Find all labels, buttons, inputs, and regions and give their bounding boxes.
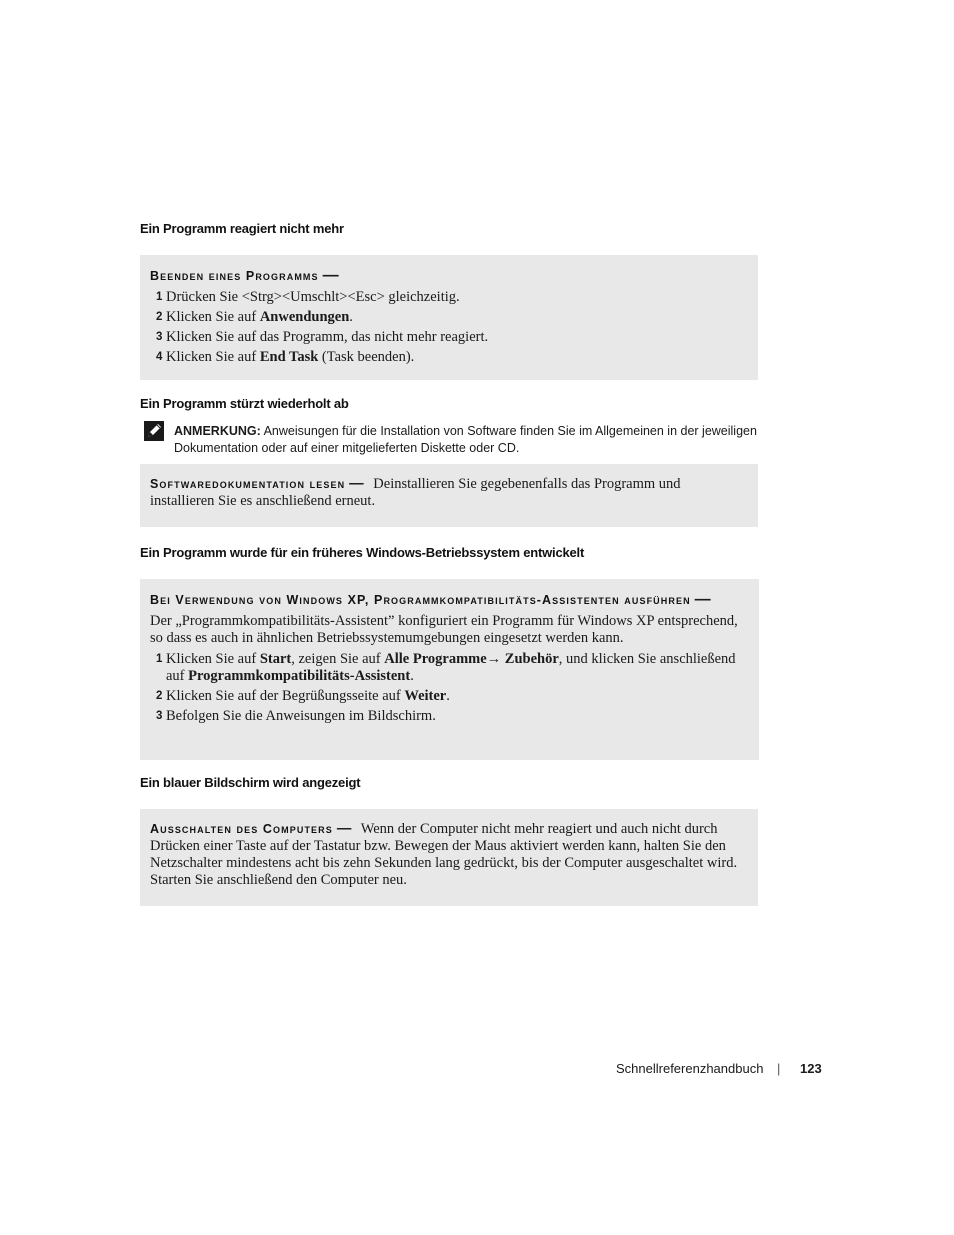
box-shutdown-computer [140,809,758,906]
box-compatibility-wizard [140,579,759,760]
footer-title: Schnellreferenzhandbuch [616,1061,764,1076]
step-2: 2 Klicken Sie auf Anwendungen. [156,309,353,325]
title-dash: — [694,591,711,608]
box-title: Ausschalten des Computers [150,822,333,836]
heading-program-not-responding: Ein Programm reagiert nicht mehr [140,221,344,236]
box-title: Softwaredokumentation lesen [150,477,346,491]
heading-blue-screen: Ein blauer Bildschirm wird angezeigt [140,775,361,790]
box-software-docs [140,464,758,527]
note-text: Anweisungen für die Installation von Software finden Sie im Allgemeinen in der jeweiligen Dokumentation oder auf einer mitgelieferten Diskette oder CD. [174,424,757,455]
box-title-line [150,267,748,285]
box-end-program [140,255,758,380]
box-intro: Der „Programmkompatibilitäts-Assistent” konfiguriert ein Programm für Windows XP entsprechend, so dass es auch in ähnlichen Betriebssystemumgebungen eingesetzt werden kann. [150,613,738,646]
footer-separator: | [777,1061,781,1076]
note-block [174,423,760,457]
step-3: 3 Klicken Sie auf das Programm, das nicht mehr reagiert. [156,329,489,345]
title-dash: — [336,821,352,837]
step-3: 3 Befolgen Sie die Anweisungen im Bildschirm. [156,708,436,724]
box-text: Wenn der Computer nicht mehr reagiert und auch nicht durch Drücken einer Taste auf der Tastatur bzw. Bewegen der Maus aktiviert werden kann, halten Sie den Netzschalter mindestens acht bis zehn Sekunden lang gedrückt, bis der Computer ausgeschaltet wird. Starten Sie anschließend den Computer neu. [150,821,738,888]
box-title-line [150,591,722,609]
title-dash: — [349,476,364,492]
step-2: 2 Klicken Sie auf der Begrüßungsseite auf Weiter. [156,688,450,704]
step-4: 4 Klicken Sie auf End Task (Task beenden). [156,349,415,365]
box-paragraph [150,821,748,889]
steps-list [150,289,748,366]
step-1: 1 Drücken Sie <Strg><Umschlt><Esc> gleichzeitig. [156,289,460,305]
step-1: 1 Klicken Sie auf Start, zeigen Sie auf Alle Programme→ Zubehör, und klicken Sie anschließend auf Programmkompatibilitäts-Assistent. [156,651,736,684]
box-title: Beenden eines Programms [150,269,319,283]
heading-program-crashes: Ein Programm stürzt wiederholt ab [140,396,349,411]
note-pencil-icon [144,421,164,441]
heading-older-windows: Ein Programm wurde für ein früheres Windows-Betriebssystem entwickelt [140,545,585,560]
box-text: Deinstallieren Sie gegebenenfalls das Programm und installieren Sie es anschließend erneut. [150,476,681,509]
box-title: Bei Verwendung von Windows XP, Programmkompatibilitäts-Assistenten ausführen [150,593,691,607]
page-number: 123 [800,1061,822,1076]
title-dash: — [322,267,339,284]
steps-list [150,651,749,725]
box-paragraph [150,476,748,510]
note-label: ANMERKUNG: [174,424,261,438]
